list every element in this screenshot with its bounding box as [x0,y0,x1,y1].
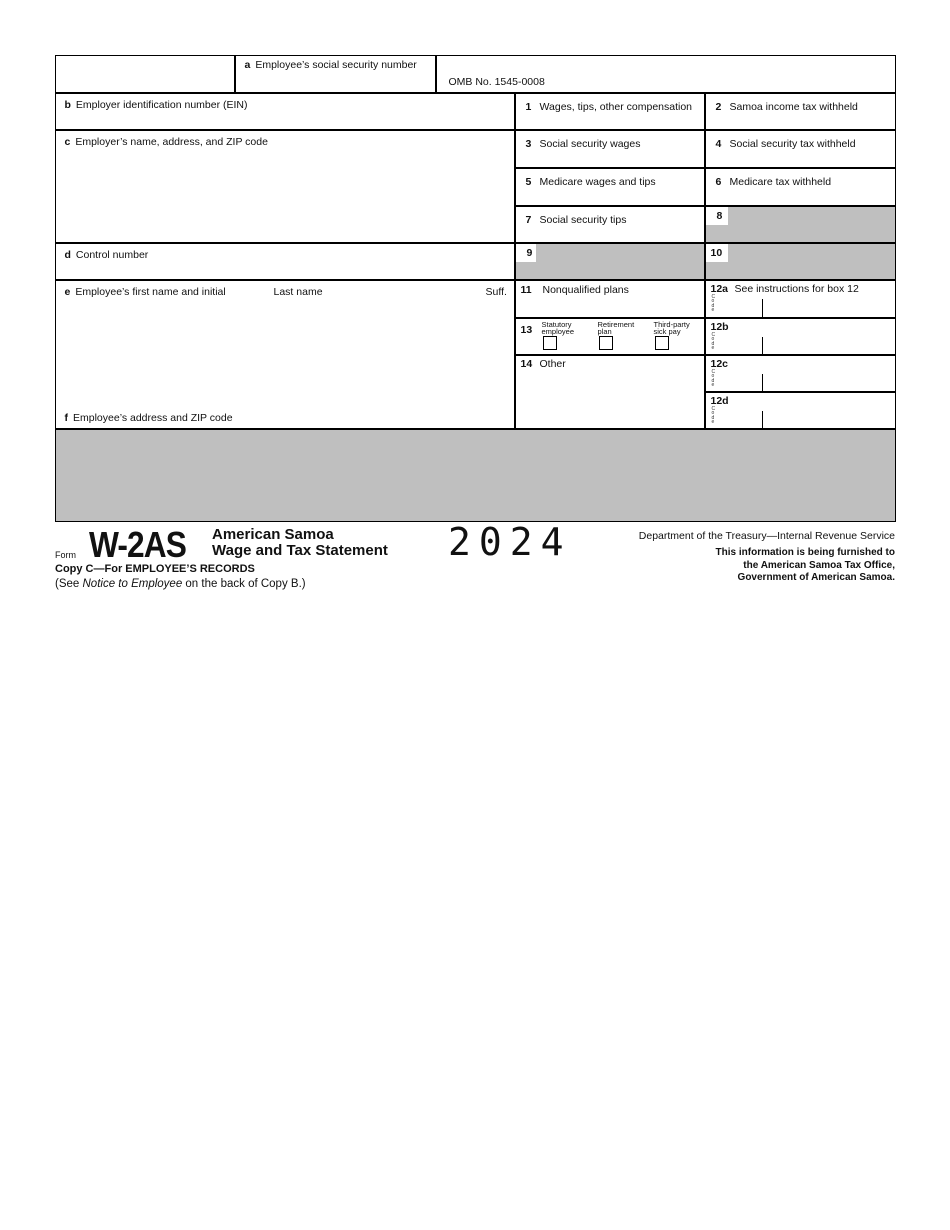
department-text: Department of the Treasury—Internal Revenue Service [638,530,895,542]
tax-year: 2024 [448,520,572,564]
box-9: 9 [515,243,705,280]
suffix-label: Suff. [485,285,507,298]
box-13-checkboxes: 13 Statutory employee Retirement plan Third-party sick pay [515,318,705,355]
notice-text: (See Notice to Employee on the back of Copy B.) [55,578,306,590]
retirement-plan-checkbox[interactable] [599,336,613,350]
box-2-samoa-tax[interactable]: 2 Samoa income tax withheld [705,93,896,130]
form-title: American Samoa Wage and Tax Statement [212,526,388,559]
box-12d[interactable]: 12d C o d e [705,392,896,429]
box-14-other[interactable]: 14 Other [515,355,705,429]
box-f-label: f Employee’s address and ZIP code [64,411,233,424]
form-footer [55,520,895,604]
box-1-wages[interactable]: 1 Wages, tips, other compensation [515,93,705,130]
box-10: 10 [705,243,896,280]
omb-number: OMB No. 1545-0008 [448,75,545,88]
box-b-ein[interactable]: b Employer identification number (EIN) [55,93,515,130]
box-e-employee-name[interactable]: e Employee’s first name and initial Last name Suff. f Employee’s address and ZIP code [55,280,515,429]
statutory-employee-checkbox[interactable] [543,336,557,350]
statutory-label: Statutory employee [541,319,575,336]
retirement-label: Retirement plan [597,319,635,336]
box-7-ss-tips[interactable]: 7 Social security tips [515,206,705,243]
box-6-medicare-tax[interactable]: 6 Medicare tax withheld [705,168,896,206]
form-word: Form [55,550,76,560]
box-4-ss-tax[interactable]: 4 Social security tax withheld [705,130,896,168]
furnished-text: This information is being furnished to the American Samoa Tax Office, Government of American Samoa. [715,547,895,583]
box-12c[interactable]: 12c C o d e [705,355,896,392]
box-12b[interactable]: 12b C o d e [705,318,896,355]
box-5-medicare-wages[interactable]: 5 Medicare wages and tips [515,168,705,206]
box-12a[interactable]: 12a See instructions for box 12 C o d e [705,280,896,318]
w2as-form [55,55,895,522]
copy-label: Copy C—For EMPLOYEE’S RECORDS [55,563,255,575]
box-d-control-number[interactable]: d Control number [55,243,515,280]
box-a-ssn[interactable]: a Employee’s social security number [235,55,436,93]
omb-box [436,55,896,93]
shaded-area [55,429,896,522]
box-3-ss-wages[interactable]: 3 Social security wages [515,130,705,168]
box-c-employer-name[interactable]: c Employer’s name, address, and ZIP code [55,130,515,243]
last-name-label: Last name [273,285,323,298]
form-number: W-2AS [89,524,187,565]
box-void[interactable] [55,55,235,93]
sick-pay-label: Third-party sick pay [653,319,690,336]
third-party-sick-pay-checkbox[interactable] [655,336,669,350]
box-8: 8 [705,206,896,243]
box-11-nonqualified-plans[interactable]: 11 Nonqualified plans [515,280,705,318]
